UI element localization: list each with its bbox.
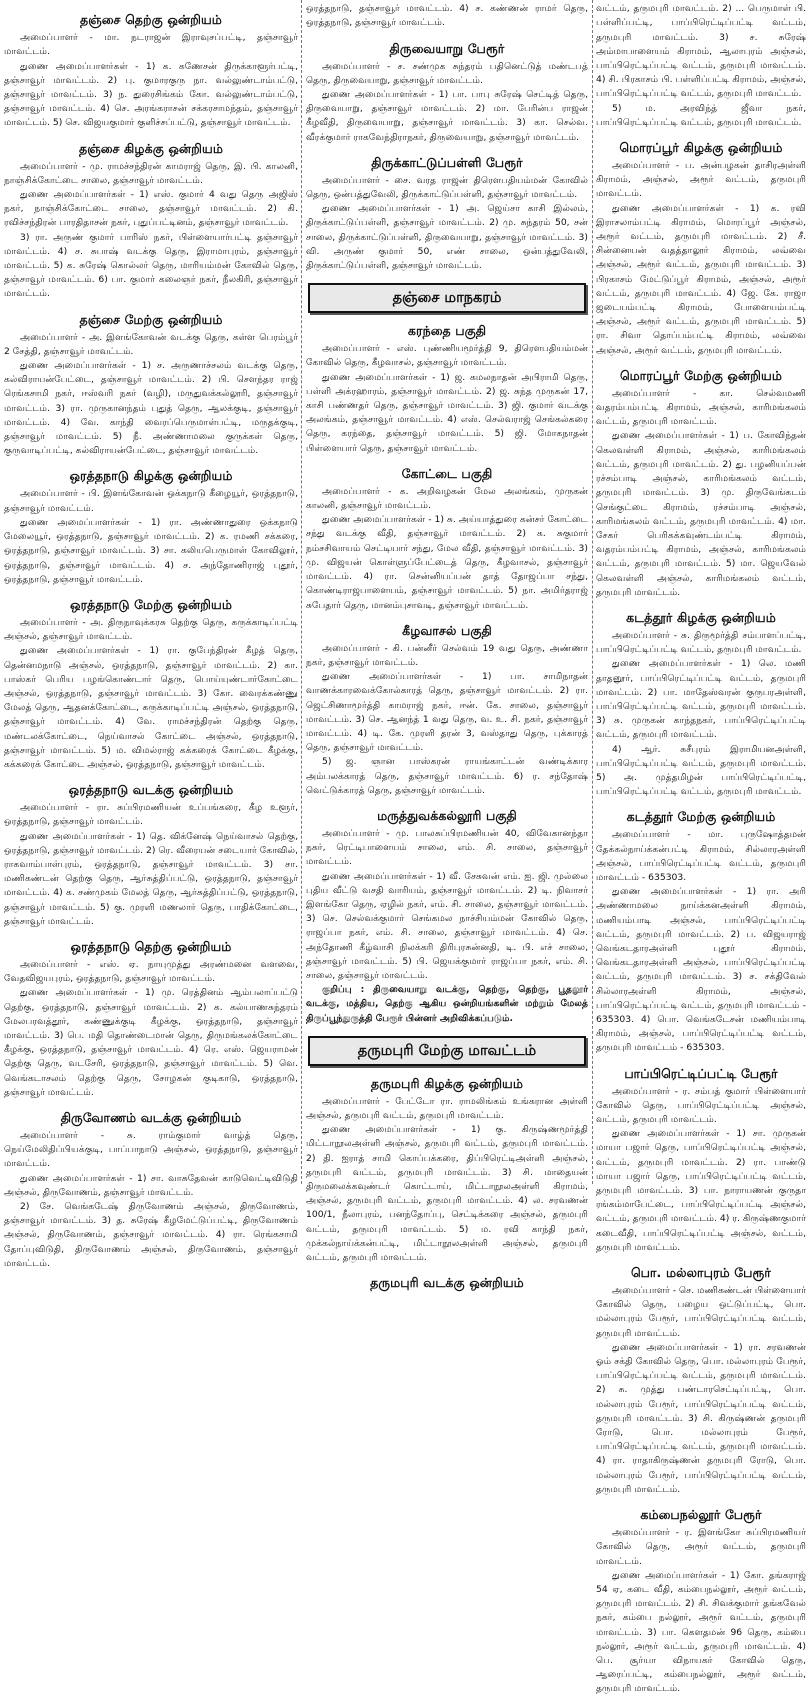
section-title: தருமபுரி கிழக்கு ஒன்றியம்	[370, 1075, 524, 1091]
section-title: மொரப்பூர் மேற்கு ஒன்றியம்	[619, 367, 783, 383]
section-title: பொ. மல்லாபுரம் பேரூர்	[631, 1265, 771, 1281]
deputy-paragraph: துணை அமைப்பாளர்கள் - 1) லெ. மணி தாதனூர், பாப்பிரெட்டிப்பட்டி வட்டம், தருமபுரி மாவட்டம். 2) பா. மாதேஸ்வரன் குருபரஅள்ளி, பாப்பிரெட்டிப்பட்டி வட்டம், தருமபுரி மாவட்டம். 3) சு. முருகன் காந்தநகர், பாப்பிரெட்டிப்பட்டி வட்டம், தருமபுரி மாவட்டம்.	[596, 658, 806, 741]
organiser-paragraph: அமைப்பாளர் - மு. ராமச்சந்திரன் காமராஜ் தெரு, இ. பி. காலனி, நாஞ்சிக்கோட்டை சாலை, தஞ்சாவூர் மாவட்டம்.	[4, 160, 298, 186]
organiser-paragraph: அமைப்பாளர் - கி. பன்னீர் செல்வம் 19 வது தெரு, அண்ணா நகர், தஞ்சாவூர் மாவட்டம்.	[306, 642, 588, 668]
section-title: கீழவாசல் பகுதி	[402, 622, 492, 638]
organiser-paragraph: அமைப்பாளர் - அ. இளங்கோவன் வடக்கு தெரு, கள்ள பெரம்பூர் 2 சேத்தி, தஞ்சாவூர் மாவட்டம்.	[4, 331, 298, 357]
deputy-paragraph: துணை அமைப்பாளர்கள் - 1) ஜ. கமலநாதன் அபிராமி தெரு, பள்ளி அக்ரஹாரம், தஞ்சாவூர் மாவட்டம். 2) ஜ. சுந்த முருகன் 17, காசி பண்ணதர் தெரு, தஞ்சாவூர் மாவட்டம். 3) ஜி. குமார் வடக்கு அலங்கம், தஞ்சாவூர் மாவட்டம். 4) எஸ். செல்வராஜ் செங்கல்கரை தெரு, கரந்தை, தஞ்சாவூர் மாவட்டம். 5) ஜி. மோகநாதன் பிள்ளையார் தெரு, தஞ்சாவூர் மாவட்டம்.	[306, 371, 588, 454]
district-banner: தஞ்சை மாநகரம்	[308, 283, 586, 313]
organiser-paragraph: அமைப்பாளர் - பி. இளங்கோவன் ஒக்கநாடு கீழையூர், ஒரத்தநாடு, தஞ்சாவூர் மாவட்டம்.	[4, 488, 298, 514]
section-title: ஒரத்தநாடு தெற்கு ஒன்றியம்	[70, 938, 232, 954]
deputy-paragraph: துணை அமைப்பாளர்கள் - 1) ரா. குபேந்திரன் கீழத் தெரு, தென்னமநாடு அஞ்சல், ஒரத்தநாடு, தஞ்சாவூர் மாவட்டம். 2) கா. பாஸ்கர் பெரிய பழங்கொண்டார் தெரு, பொய்யுண்டார்கோட்டை அஞ்சல், ஒரத்தநாடு, தஞ்சாவூர் மாவட்டம். 3) கோ. வைரக்கண்ணு மேலத் தெரு, ஆதனக்கோட்டை, கருக்காடிப்பட்டி அஞ்சல், ஒரத்தநாடு, தஞ்சாவூர் மாவட்டம். 4) வே. ராமச்சந்திரன் தெற்கு தெரு, மண்டலக்கோட்டை, நெய்வாசல் கோட்டை அஞ்சல், ஒரத்தநாடு, தஞ்சாவூர் மாவட்டம். 5) ம. விமல்ராஜ் கக்கரைக் கோட்டை கீழக்கு, கக்கரைக் கோட்டை அஞ்சல், ஒரத்தநாடு, தஞ்சாவூர் மாவட்டம்.	[4, 645, 298, 770]
section-title: திருவையாறு பேரூர்	[389, 40, 505, 56]
section-title: கரந்தை பகுதி	[407, 323, 487, 339]
organiser-paragraph: அமைப்பாளர் - அ. திருநாவுக்கரசு தெற்கு தெரு, கருக்காடிப்பட்டி அஞ்சல், தஞ்சாவூர் மாவட்டம்.	[4, 616, 298, 643]
continued-text: வட்டம், தருமபுரி மாவட்டம். 2) ... பெருமாள் பி. பள்ளிப்பட்டி, பாப்பிரெட்டிப்பட்டி வட்டம், தருமபுரி மாவட்டம். 3) ச. சுரேஷ் அம்மாபாளையம் கிராமம், ஆலாபுரம் அஞ்சல், பாப்பிரெட்டிப்பட்டி வட்டம், தருமபுரி மாவட்டம். 4) சி. பிரகாசம் பி. பள்ளிப்பட்டி கிராமம், அஞ்சல், பாப்பிரெட்டிப்பட்டி வட்டம், தருமபுரி மாவட்டம்.	[596, 3, 806, 100]
section-title: ஒரத்தநாடு வடக்கு ஒன்றியம்	[68, 782, 234, 798]
section-title: திருக்காட்டுப்பள்ளி பேரூர்	[371, 154, 523, 170]
organiser-paragraph: அமைப்பாளர் - ர. சம்பத் குமார் பிள்ளையார் கோவில் தெரு, பாப்பிரெட்டிப்பட்டி அஞ்சல், வட்டம், தருமபுரி மாவட்டம்.	[596, 1085, 806, 1126]
organiser-paragraph: அமைப்பாளர் - கா. செல்வமணி வதரம்பம்பட்டி கிராமம், அஞ்சல், காரிமங்கலம் வட்டம், தருமபுரி மாவட்டம்.	[596, 387, 806, 428]
organiser-paragraph: அமைப்பாளர் - பேட்டோ ரா. ராமலிங்கம் உங்கரான அள்ளி அஞ்சல், தருமபுரி வட்டம், தருமபுரி மாவட்டம்.	[306, 1095, 588, 1121]
section-title: தருமபுரி வடக்கு ஒன்றியம்	[370, 1275, 524, 1291]
deputy-paragraph: துணை அமைப்பாளர்கள் - 1) ரா. அரி அண்ணாமலை நாய்க்கனஅள்ளி கிராமம், மணியம்பாடி அஞ்சல், பாப்பிரெட்டிப்பட்டி வட்டம், தருமபுரி மாவட்டம். 2) ப. விஜயராஜ் வெங்கடதாரஅள்ளி புதூர் கிராமம், வெங்கடதாரஅள்ளி அஞ்சல், பாப்பிரெட்டிப்பட்டி வட்டம், தருமபுரி மாவட்டம். 3) ச. சக்திவேல் சில்லாரஅள்ளி கிராமம், அஞ்சல், பாப்பிரெட்டிப்பட்டி வட்டம், தருமபுரி மாவட்டம் - 635303. 4) பொ. வெங்கடேசன் மணியம்பாடி கிராமம், அஞ்சல், பாப்பிரெட்டிப்பட்டி வட்டம், தருமபுரி மாவட்டம் - 635303.	[596, 886, 806, 1054]
deputy-paragraph: துணை அமைப்பாளர்கள் - 1) வீ. சேசுவன் எம். ஐ. ஜி. முல்லை புதிய வீட்டு வசதி வாரியம், தஞ்சாவூர் மாவட்டம். 2) டி. நிவாசர் இளங்கோ தெரு, ஏழில் நகர், எம். சி. சாலை, தஞ்சாவூர் மாவட்டம். 3) செ. செல்வக்குமார் செங்கமல நாச்சியம்மன் கோவில் தெரு, ராஜப்பா நகர், எம். சி. சாலை, தஞ்சாவூர் மாவட்டம். 4) செ. அந்தோணி கீழ்வாசி நிலக்கரி திரிபுரசுன்னதி, டி. பி. எச் சாலை, தஞ்சாவூர் மாவட்டம். 5) பி. ஜெயக்குமார் ராஜப்பா நகர், எம். சி. சாலை, தஞ்சாவூர் மாவட்டம்.	[306, 870, 588, 981]
section-title: கம்பைநல்லூர் பேரூர்	[640, 1507, 762, 1523]
deputy-paragraph: துணை அமைப்பாளர்கள் - 1) க. ரவி இராசலாம்பட்டி கிராமம், மொரப்பூர் அஞ்சல், அரூர் வட்டம், தருமபுரி மாவட்டம். 2) சீ. சின்னையன் வதத்தாலூர் கிராமம், லவ்வை அஞ்சல், அரூர் வட்டம், தருமபுரி மாவட்டம். 3) பிரகாசம் மேட்டுப்பூர் கிராமம், அஞ்சல், அரூர் வட்டம், தருமபுரி மாவட்டம். 4) ஜே. கே. ராஜா ஜடையம்பட்டி கிராமம், போளையம்பட்டி அஞ்சல், அரூர் வட்டம், தருமபுரி மாவட்டம். 5) ரா. சிவா தொப்பம்பட்டி கிராமம், லவ்வை அஞ்சல், அரூர் வட்டம், தருமபுரி மாவட்டம்.	[596, 202, 806, 356]
section-title: மொரப்பூர் கிழக்கு ஒன்றியம்	[619, 140, 783, 156]
organiser-paragraph: அமைப்பாளர் - க. அறிவழகன் மேல அலங்கம், முருகன் காலனி, தஞ்சாவூர் மாவட்டம்.	[306, 485, 588, 512]
deputy-paragraph: துணை அமைப்பாளர்கள் - 1) மு. ரெத்தினம் ஆம்பலாப்பட்டு தெற்கு, ஒரத்தநாடு, தஞ்சாவூர் மாவட்டம். 2) க. கல்யாணசுந்தரம் மேலபரவத்தூர், கண்ணுக்குடி கீழக்கு, ஒரத்தநாடு, தஞ்சாவூர் மாவட்டம். 3) பெ. மதி தொண்டைமான் தெரு, திருமங்கலக்கோட்டை கீழக்கு, ஒரத்தநாடு, தஞ்சாவூர் மாவட்டம். 4) ரெ. எஸ். ஜெயராமன் தெற்கு தெரு, வடசேரி, ஒரத்தநாடு, தஞ்சாவூர் மாவட்டம். 5) வெ. வெங்கடாசலம் தெற்கு தெரு, சோழகன் குடிகாடு, ஒரத்தநாடு, தஞ்சாவூர் மாவட்டம்.	[4, 987, 298, 1098]
deputy-paragraph: துணை அமைப்பாளர்கள் - 1) அ. ஜெய்சா காசி இல்லம், திருக்காட்டுப்பள்ளி, தஞ்சாவூர் மாவட்டம். 2) மு. சுந்தரம் 50, சன் சாலை, திருக்காட்டுப்பள்ளி, திருவையாறு, தஞ்சாவூர் மாவட்டம். 3) வி. அருண் குமார் 50, எண் சாலை, ஒன்பத்துவேலி, திருக்காட்டுப்பள்ளி, தஞ்சாவூர் மாவட்டம்.	[306, 203, 588, 272]
organiser-paragraph: அமைப்பாளர் - எஸ். புண்ணியமூர்த்தி 9, திரௌபதியம்மன் கோவில் தெரு, கீழவாசல், தஞ்சாவூர் மாவட்டம்.	[306, 343, 588, 369]
deputy-paragraph: துணை அமைப்பாளர்கள் - 1) தெ. விக்னேஷ் நெய்வாசல் தெற்கு, ஒரத்தநாடு, தஞ்சாவூர் மாவட்டம். 2) ரெ. வீரையன் சடையார் கோவில், ராகவாம்பாள்புரம், ஒரத்தநாடு, தஞ்சாவூர் மாவட்டம். 3) சா. மணிகண்டன் தெற்கு தெரு, ஆர்சுத்திப்பட்டு, ஒரத்தநாடு, தஞ்சாவூர் மாவட்டம். 4) க. சண்முகம் மேலத் தெரு, ஆர்சுத்திப்பட்டு, ஒரத்தநாடு, தஞ்சாவூர் மாவட்டம். 5) கு. முரளி மணலார் தெரு, பாதிக்கோட்டை, தஞ்சாவூர் மாவட்டம்.	[4, 830, 298, 927]
deputy-paragraph: துணை அமைப்பாளர்கள் - 1) ரா. சரவணன் ஓம் சக்தி கோவில் தெரு, பொ. மல்லாபுரம் பேரூர், பாப்பிரெட்டிப்பட்டி வட்டம், தருமபுரி மாவட்டம். 2) சு. முத்து பண்டாரசெட்டிப்பட்டி, பொ. மல்லாபுரம் பேரூர், பாப்பிரெட்டிப்பட்டி வட்டம், தருமபுரி மாவட்டம். 3) சி. கிருஷ்ணன் தருமபுரி ரோடு, பொ. மல்லாபுரம் பேரூர், பாப்பிரெட்டிப்பட்டி வட்டம், தருமபுரி மாவட்டம். 4) ரா. ராதாகிருஷ்ணன் தருமபுரி ரோடு, பொ. மல்லாபுரம் பேரூர், பாப்பிரெட்டிப்பட்டி வட்டம், தருமபுரி மாவட்டம்.	[596, 1341, 806, 1495]
deputy-paragraph: துணை அமைப்பாளர்கள் - 1) கு. கிருஷ்ணமூர்த்தி மிட்டாநூலஅள்ளி அஞ்சல், தருமபுரி வட்டம், தருமபுரி மாவட்டம். 2) தி. ஐராத் சாமி கொப்பக்கரை, திப்பிரெட்டிஅள்ளி அஞ்சல், தருமபுரி வட்டம், தருமபுரி மாவட்டம். 3) சி. மாதையன் திருமலைக்கவுண்டர் கொட்டாய், மிட்டாநூலஅள்ளி கிராமம், அஞ்சல், தருமபுரி வட்டம், தருமபுரி மாவட்டம். 4) ல. சரவணன் 100/1, நீலாபுரம், பனந்தோப்பு, செட்டிக்கரை அஞ்சல், தருமபுரி வட்டம், தருமபுரி மாவட்டம். 5) ம. ரவி காந்தி நகர், முக்கல்நாய்க்கன்பட்டி, மிட்டாநூலஅள்ளி அஞ்சல், தருமபுரி வட்டம், தருமபுரி மாவட்டம்.	[306, 1124, 588, 1264]
column-2	[306, 0, 588, 1291]
deputy-paragraph: 3) ரா. அருண் குமார் பாரிஸ் நகர், பிள்ளையார்பட்டி தஞ்சாவூர் மாவட்டம். 4) ச. சுபாஷ் வடக்கு தெரு, இராமாபுரம், தஞ்சாவூர் மாவட்டம். 5) க. சுரேஷ் கொல்லர் தெரு, மாரியம்மன் கோவில் தெரு, தஞ்சாவூர் மாவட்டம். 6) பா. குமார் கலைஞர் நகர், நீலகிரி, தஞ்சாவூர் மாவட்டம்.	[4, 231, 298, 300]
deputy-paragraph: துணை அமைப்பாளர்கள் - 1) எஸ். குமார் 4 வது தெரு அஜிஸ் நகர், நாஞ்சிக்கோட்டை சாலை, தஞ்சாவூர் மாவட்டம். 2) கி. ரவிச்சந்திரன் பாரதிதாசன் நகர், புதுப்பட்டினம், தஞ்சாவூர் மாவட்டம்.	[4, 189, 298, 229]
section-title: தஞ்சை தெற்கு ஒன்றியம்	[80, 12, 222, 28]
column-divider	[301, 0, 302, 1184]
section-title: மருத்துவக்கல்லூரி பகுதி	[377, 807, 517, 823]
organiser-paragraph: அமைப்பாளர் - சு. ராம்குமார் வாழ்த் தெரு, நெய்மேலிதிப்பியக்குடி, பாப்பாநாடு அஞ்சல், ஒரத்தநாடு, தஞ்சாவூர் மாவட்டம்.	[4, 1130, 298, 1170]
column-1	[4, 0, 298, 1269]
section-title: தஞ்சை மேற்கு ஒன்றியம்	[79, 311, 223, 327]
continued-text	[4, 0, 298, 2]
deputy-paragraph: துணை அமைப்பாளர்கள் - 1) கோ. தங்கராஜ் 54 ஏ, கடை வீதி, கம்பைநல்லூர், அரூர் வட்டம், தருமபுரி மாவட்டம். 2) சி. சிவக்குமார் தங்கவேல் நகர், கம்பை நல்லூர், அரூர் வட்டம், தருமபுரி மாவட்டம். 3) பா. கௌதமன் 96 தெரு, கம்பை நல்லூர், அரூர் வட்டம், தருமபுரி மாவட்டம். 4) பெ. சூர்யா விநாயகர் கோவில் தெரு, ஆரைப்பட்டி, கம்பைநல்லூர், அரூர் வட்டம், தருமபுரி மாவட்டம்.	[596, 1569, 806, 1695]
organiser-paragraph: அமைப்பாளர் - மு. பாலசுப்பிரமணியன் 40, விவேகானந்தா நகர், ரெட்டிபாளையம் சாலை, எம். சி. சாலை, தஞ்சாவூர் மாவட்டம்.	[306, 827, 588, 868]
deputy-paragraph: துணை அமைப்பாளர்கள் - 1) க. கணேசன் திருக்காளூர்பட்டி, தஞ்சாவூர் மாவட்டம். 2) பு. குமாரகுரு நா. வல்லுண்டாம்பட்டு, தஞ்சாவூர் மாவட்டம். 3) ந. துரைசிங்கம் கோ. வல்லுண்டாம்பட்டு, தஞ்சாவூர் மாவட்டம். 4) செ. அரங்கராசன் சக்கரசாமந்தம், தஞ்சாவூர் மாவட்டம். 5) செ. விஜயகுமார் குளிச்சப்பட்டு, தஞ்சாவூர் மாவட்டம்.	[4, 60, 298, 129]
section-title: கோட்டை பகுதி	[401, 465, 493, 481]
section-title: தஞ்சை கிழக்கு ஒன்றியம்	[78, 140, 224, 156]
deputy-paragraph: துணை அமைப்பாளர்கள் - 1) ச. அருணாச்சலம் வடக்கு தெரு, கல்விராயன்பேட்டை, தஞ்சாவூர் மாவட்டம். 2) பி. சௌந்தர ராஜ் ரெங்கசாமி நகர், ஈஸ்வரி நகர் (வழி), மருதுவக்கல்லூரி, தஞ்சாவூர் மாவட்டம். 3) ரா. முருகானந்தம் புதுத் தெரு, ஆலக்குடி, தஞ்சாவூர் மாவட்டம். 4) வே. காந்தி வைரப்பெருமாள்பட்டி, மருதக்குடி, தஞ்சாவூர் மாவட்டம். 5) நீ. அண்ணாமலை குருக்கள் தெரு, குருவாடிப்பட்டி, கல்விராயன்பேட்டை, தஞ்சாவூர் மாவட்டம்.	[4, 360, 298, 457]
organiser-paragraph: அமைப்பாளர் - மா. புருஷோத்தமன் தேக்கல்நாய்க்கன்பட்டி கிராமம், சில்லாரஅள்ளி அஞ்சல், பாப்பிரெட்டிப்பட்டி வட்டம், தருமபுரி மாவட்டம் - 635303.	[596, 829, 806, 883]
deputy-paragraph: துணை அமைப்பாளர்கள் - 1) சா. வாசுதேவன் காடுவெட்டிவிடுதி அஞ்சல், திருவோணம், தஞ்சாவூர் மாவட்டம்.	[4, 1172, 298, 1198]
continued-text: ஒரத்தநாடு, தஞ்சாவூர் மாவட்டம். 4) ச. கண்ணன் ராமர் தெரு, ஒரத்தநாடு, தஞ்சாவூர் மாவட்டம்.	[306, 3, 588, 29]
deputy-paragraph: துணை அமைப்பாளர்கள் - 1) சு. அய்யாத்துரை கன்சர் கோட்டை சந்து வடக்கு வீதி, தஞ்சாவூர் மாவட்டம். 2) க. சுகுமார் நம்சசிவாயம் செட்டியார் சந்து, மேல வீதி, தஞ்சாவூர் மாவட்டம். 3) மு. விஜயன் கொள்ளுப்பேட்டைத் தெரு, கீழவாசல், தஞ்சாவூர் மாவட்டம். 4) ரா. சென்னியப்பன் தாத் தோஜப்பா சந்து, கொண்டிராஜபாளையம், தஞ்சாவூர் மாவட்டம். 5) நா. அமிர்தராஜ் சுபேதார் தெரு, மானம்புசாவடி, தஞ்சாவூர் மாவட்டம்.	[306, 514, 588, 611]
section-title: கடத்தூர் கிழக்கு ஒன்றியம்	[626, 609, 776, 625]
organiser-paragraph: அமைப்பாளர் - ச. சண்முக சுந்தரம் பதினெட்டுத் மண்டபத் தெரு, திருவையாறு, தஞ்சாவூர் மாவட்டம்.	[306, 60, 588, 86]
continued-text: 5) ம. அரவிந்த் ஜீவா நகர், பாப்பிரெட்டிப்பட்டி வட்டம், தருமபுரி மாவட்டம்.	[596, 102, 806, 128]
section-title: கடத்தூர் மேற்கு ஒன்றியம்	[626, 809, 776, 825]
deputy-paragraph: துணை அமைப்பாளர்கள் - 1) ரா. அண்ணாதுரை ஒக்கநாடு மேலையூர், ஒரத்தநாடு, தஞ்சாவூர் மாவட்டம். 2) க. ரமணி சக்கரை, ஒரத்தநாடு, தஞ்சாவூர் மாவட்டம். 3) சா. கலியபெருமாள் கோவிலூர், ஒரத்தநாடு, தஞ்சாவூர் மாவட்டம். 4) ச. அந்தோணிராஜ் புதூர், ஒரத்தநாடு, தஞ்சாவூர் மாவட்டம்.	[4, 516, 298, 585]
district-banner: தருமபுரி மேற்கு மாவட்டம்	[308, 1036, 586, 1066]
deputy-paragraph: துணை அமைப்பாளர்கள் - 1) பா. சாமிநாதன் வாணக்காரவைக்கோல்காரத் தெரு, தஞ்சாவூர் மாவட்டம். 2) ரா. ஜெட்சிணாமூர்த்தி காமராஜ் நகர், ஈன். கே. சாலை, தஞ்சாவூர் மாவட்டம். 3) செ. ஆனந்த் 1 வது தெரு, வ. உ. சி. நகர், தஞ்சாவூர் மாவட்டம். 4) டி. கே. முரளி தரன் 3, வஸ்தாது தெரு, புக்காரத் தெரு, தஞ்சாவூர் மாவட்டம்.	[306, 671, 588, 754]
organiser-paragraph: அமைப்பாளர் - ப. அன்பழகன் தாசிரஅள்ளி கிராமம், அஞ்சல், அரூர் வட்டம், தருமபுரி மாவட்டம்.	[596, 160, 806, 200]
column-divider	[592, 0, 593, 1184]
organiser-paragraph: அமைப்பாளர் - சை. வரத ராஜன் திரௌபதியம்மன் கோவில் தெரு, ஒன்பத்துவேலி, திருக்காட்டுப்பள்ளி, தஞ்சாவூர் மாவட்டம்.	[306, 174, 588, 201]
note-paragraph: குறிப்பு : திருவையாறு வடக்கு, தெற்கு, தெற்கு, பூதலூர் வடக்கு, மத்திய, தெற்கு ஆகிய ஒன்றியங்களின் மற்றும் மேலத் திருப்பூந்துருத்தி பேரூர் பின்னர் அறிவிக்கப்படும்.	[306, 984, 588, 1024]
deputy-paragraph: 5) ஜ. ஞான பாஸ்கரன் ராயங்காட்டன் வண்டிக்கார அம்பலக்காரத் தெரு, தஞ்சாவூர் மாவட்டம். 6) ர. சந்தோஷ் வெட்டுக்காரத் தெரு, தஞ்சாவூர் மாவட்டம்.	[306, 756, 588, 796]
organiser-paragraph: அமைப்பாளர் - சு. திருமூர்த்தி சம்பாளப்பட்டி, பாப்பிரெட்டிப்பட்டி வட்டம், தருமபுரி மாவட்டம்.	[596, 629, 806, 656]
organiser-paragraph: அமைப்பாளர் - ரா. சுப்பிரமணியன் உப்பங்கரை, கீழ உளூர், ஒரத்தநாடு, தஞ்சாவூர் மாவட்டம்.	[4, 802, 298, 828]
section-title: திருவோணம் வடக்கு ஒன்றியம்	[60, 1110, 242, 1125]
section-title: பாப்பிரெட்டிப்பட்டி பேரூர்	[624, 1065, 778, 1081]
organiser-paragraph: அமைப்பாளர் - மா. நடராஜன் இராவுசப்பட்டி, தஞ்சாவூர் மாவட்டம்.	[4, 32, 298, 58]
organiser-paragraph: அமைப்பாளர் - எஸ். ஏ. நாயுமுத்து அரண்மனை வளவை, வேதவிஜயபுரம், ஒரத்தநாடு, தஞ்சாவூர் மாவட்டம்.	[4, 958, 298, 985]
organiser-paragraph: அமைப்பாளர் - செ. மணிகண்டன் பிள்ளையார் கோவில் தெரு, பழைய ஒட்டுப்பட்டி, பொ. மல்லாபுரம் பேரூர், பாப்பிரெட்டிப்பட்டி வட்டம், தருமபுரி மாவட்டம்.	[596, 1285, 806, 1339]
deputy-paragraph: 2) சே. வெங்கடேஷ் திருவோணம் அஞ்சல், திருவோணம், தஞ்சாவூர் மாவட்டம். 3) த. சுரேஷ் கீழமேட்டுப்பட்டி, திருவோணம் அஞ்சல், திருவோணம், தஞ்சாவூர் மாவட்டம். 4) ரா. ரெங்கசாமி தோப்புவிடுதி, திருவோணம் அஞ்சல், திருவோணம், தஞ்சாவூர் மாவட்டம்.	[4, 1201, 298, 1269]
section-title: ஒரத்தநாடு மேற்கு ஒன்றியம்	[69, 596, 233, 612]
deputy-paragraph: 4) ஆர். சுசீபுரம் இராமியனஅள்ளி, பாப்பிரெட்டிப்பட்டி வட்டம், தருமபுரி மாவட்டம். 5) அ. முத்தமிழன் பாப்பிரெட்டிப்பட்டி, பாப்பிரெட்டிப்பட்டி வட்டம், தருமபுரி மாவட்டம்.	[596, 743, 806, 798]
column-3	[596, 0, 806, 1695]
section-title: ஒரத்தநாடு கிழக்கு ஒன்றியம்	[69, 468, 233, 484]
deputy-paragraph: துணை அமைப்பாளர்கள் - 1) சா. முருகன் மாயா பஜார் தெரு, பாப்பிரெட்டிப்பட்டி அஞ்சல், வட்டம், தருமபுரி மாவட்டம். 2) ரா. பாண்டு மாயா பஜார் தெரு, பாப்பிரெட்டிப்பட்டி வட்டம், தருமபுரி மாவட்டம். 3) பா. நாராயணன் குருதா ரங்கம்மாபேட்டை, பாப்பிரெட்டிப்பட்டி அஞ்சல், வட்டம், தருமபுரி மாவட்டம். 4) ர. கிருஷ்ணகுமார் கடைவீதி, பாப்பிரெட்டிப்பட்டி அஞ்சல், வட்டம், தருமபுரி மாவட்டம்.	[596, 1128, 806, 1253]
deputy-paragraph: துணை அமைப்பாளர்கள் - 1) ப. கோவிந்தன் கெலவள்ளி கிராமம், அஞ்சல், காரிமங்கலம் வட்டம், தருமபுரி மாவட்டம். 2) து. பழனியப்பன் ரச்சம்பாடி அஞ்சல், காரிமங்கலம் வட்டம், தருமபுரி மாவட்டம். 3) மு. திருவேங்கடம் செங்குட்டை கிராமம், ரச்சம்பாடி அஞ்சல், காரிமங்கலம் வட்டம், தருமபுரி மாவட்டம். 4) மா. சேகர் பெரிகக்கவுண்டம்பட்டி கிராமம், வதரம்பம்பட்டி கிராமம், அஞ்சல், காரிமங்கலம் வட்டம், தருமபுரி மாவட்டம். 5) மா. ஜெயவேல் கெலவள்ளி அஞ்சல், காரிமங்கலம் வட்டம், தருமபுரி மாவட்டம்.	[596, 430, 806, 598]
organiser-paragraph: அமைப்பாளர் - ர. இளங்கோ சுப்பிரமணியர் கோவில் தெரு, அரூர் வட்டம், தருமபுரி மாவட்டம்.	[596, 1527, 806, 1567]
deputy-paragraph: துணை அமைப்பாளர்கள் - 1) பா. பாபு சுரேஷ் செட்டித் தெரு, திருவையாறு, தஞ்சாவூர் மாவட்டம். 2) மா. பேரின்ப ராஜன் கீழவீதி, திருவையாறு, தஞ்சாவூர் மாவட்டம். 3) கா. செல்வ. வீரக்குமார் ராகவேந்திராநகர், திருவையாறு, தஞ்சாவூர் மாவட்டம்.	[306, 89, 588, 143]
